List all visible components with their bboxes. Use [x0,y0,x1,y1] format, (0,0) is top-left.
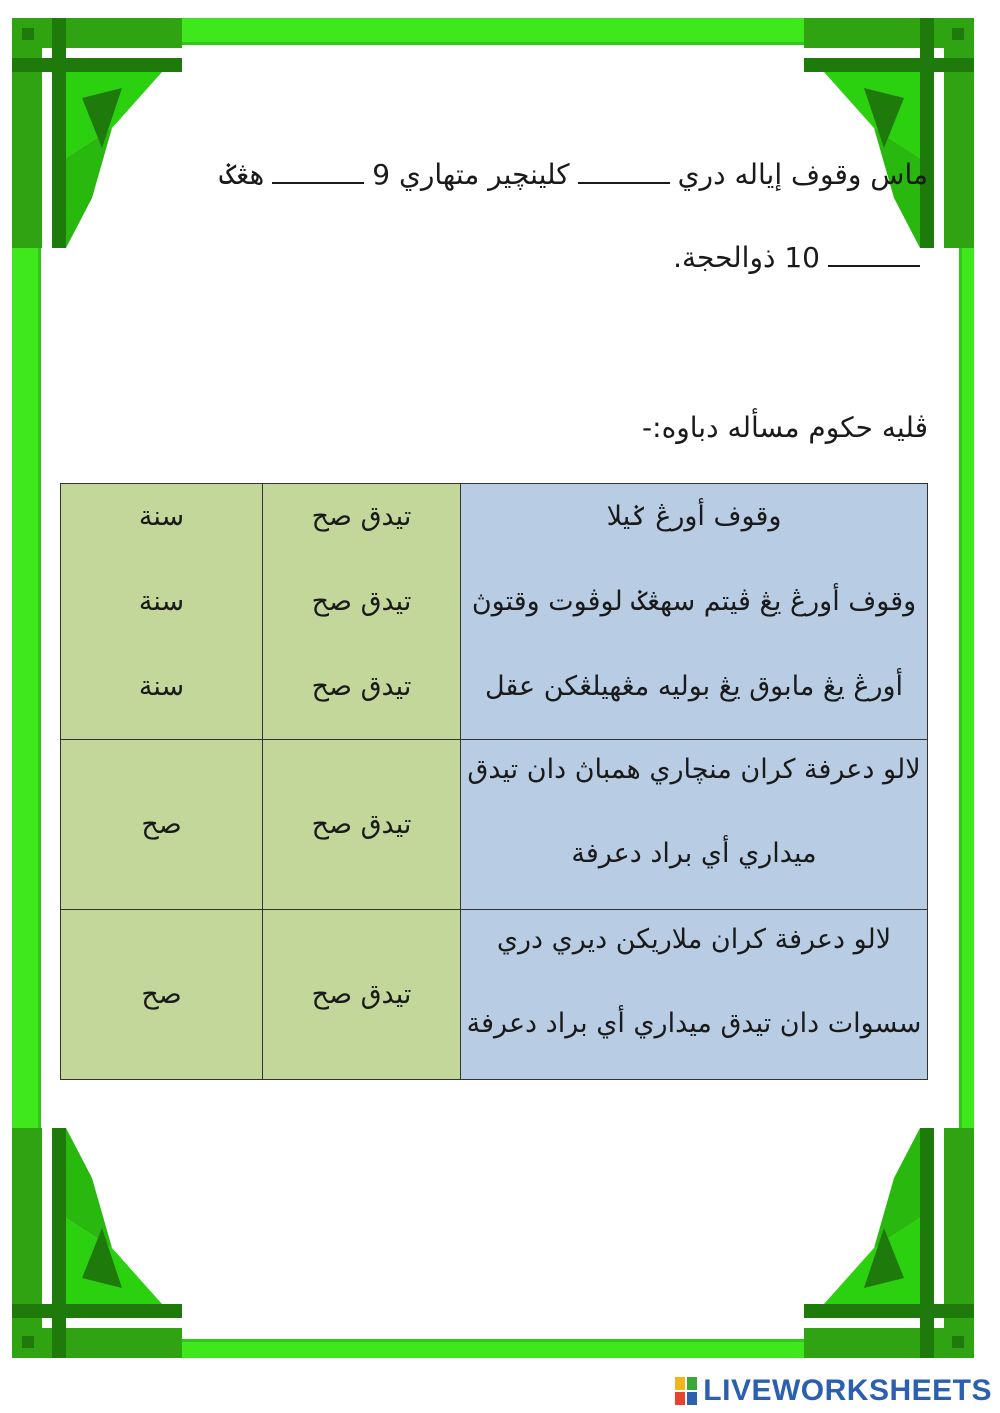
option-choice[interactable]: تيدق صح [311,586,412,617]
corner-ornament-icon [12,18,182,248]
answer-cell [61,740,263,910]
answer-choice[interactable]: صح [141,809,182,840]
instruction-text: ڤليه حكوم مسأله دباوه:- [642,411,928,444]
brand-name: LIVEWORKSHEETS [703,1374,992,1407]
table-row [61,484,928,740]
option-cell [263,740,461,910]
option-choice[interactable]: تيدق صح [311,809,412,840]
answer-choice[interactable]: سنة [138,501,185,532]
option-cell [263,484,461,740]
corner-ornament-icon [804,18,974,248]
question-sentence [220,155,928,195]
option-choice[interactable]: تيدق صح [311,671,412,702]
sentence-part: كلينچير متهاري 9 [372,158,570,191]
statement: وقوف أورڠ ݢيلا [606,501,782,532]
blank-input-2[interactable] [272,160,364,184]
option-choice[interactable]: تيدق صح [311,979,412,1010]
statement: ميداري أي براد دعرفة [571,838,817,869]
answer-choice[interactable]: صح [141,979,182,1010]
statement: لالو دعرفة كران ملاريكن ديري دري [496,924,892,955]
answer-cell [61,910,263,1080]
quiz-table [60,483,928,1080]
liveworksheets-logo-icon [675,1377,697,1405]
option-choice[interactable]: تيدق صح [311,501,412,532]
table-row [61,910,928,1080]
question-sentence-continued [673,238,928,278]
sentence-part: 10 ذوالحجة. [673,241,820,274]
corner-ornament-icon [804,1128,974,1358]
answer-choice[interactable]: سنة [138,586,185,617]
blank-input-1[interactable] [578,160,670,184]
statement: سسوات دان تيدق ميداري أي براد دعرفة [466,1008,922,1039]
statement-cell [461,484,928,740]
corner-ornament-icon [12,1128,182,1358]
statement: لالو دعرفة كران منچاري همباڽ دان تيدق [467,754,921,785]
brand-footer [675,1371,992,1411]
answer-cell [61,484,263,740]
statement: أورڠ يڠ مابوق يڠ بوليه مڠهيلڠكن عقل [484,671,904,702]
statement-cell [461,910,928,1080]
sentence-part: ماس وقوف إياله دري [677,158,928,191]
blank-input-3[interactable] [828,243,920,267]
option-cell [263,910,461,1080]
statement-cell [461,740,928,910]
answer-choice[interactable]: سنة [138,671,185,702]
table-row [61,740,928,910]
sentence-part: هڠݢ [219,158,265,191]
statement: وقوف أورڠ يڠ ڤيتم سهڠݢ لوڤوت وقتوڽ [471,586,917,617]
